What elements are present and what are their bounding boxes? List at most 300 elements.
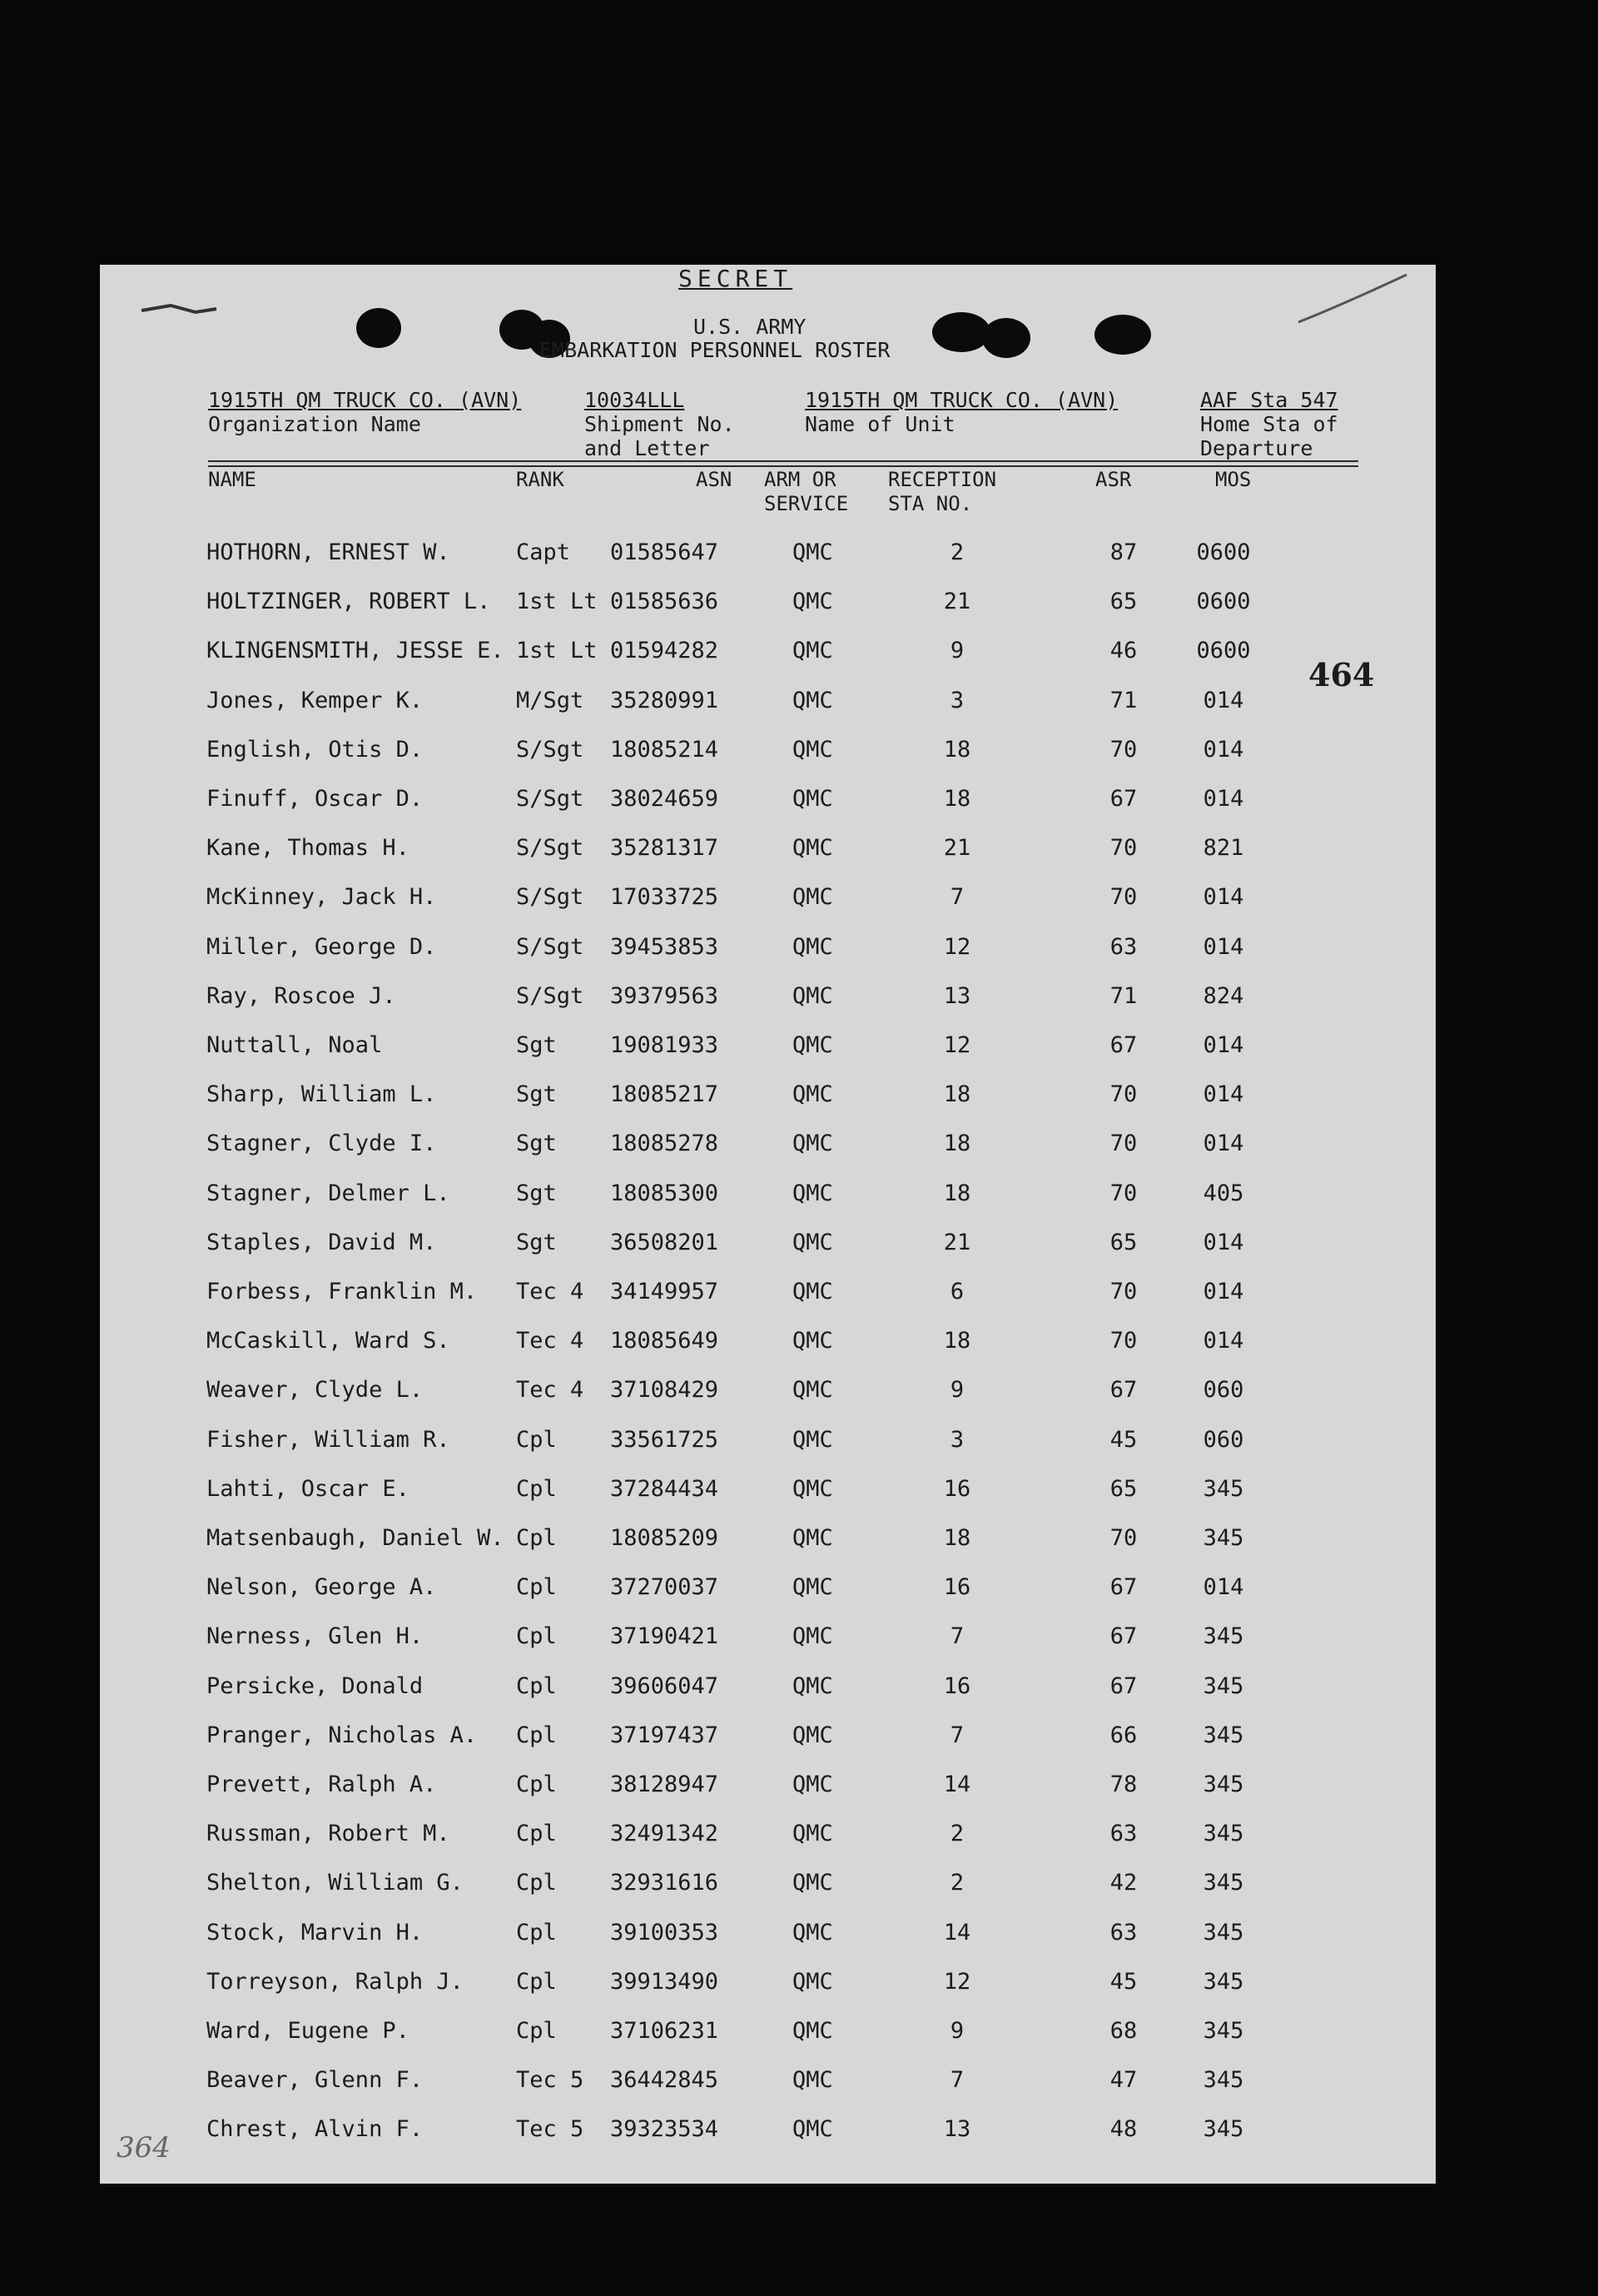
cell-arm: QMC (792, 1574, 833, 1601)
table-row (0, 589, 1598, 622)
table-row (0, 1427, 1598, 1460)
cell-name: Forbess, Franklin M. (206, 1279, 478, 1305)
cell-asn: 35280991 (610, 687, 719, 713)
table-row (0, 1821, 1598, 1854)
cell-arm: QMC (792, 589, 833, 615)
cell-asr: 87 (1109, 539, 1138, 565)
cell-rank: Cpl (516, 1722, 557, 1748)
table-row (0, 1623, 1598, 1657)
cell-asr: 63 (1109, 933, 1138, 960)
unit-field (805, 388, 1118, 436)
home-station-label-2: Departure (1200, 436, 1313, 460)
cell-asr: 45 (1109, 1426, 1138, 1453)
header-rule (208, 465, 1358, 467)
cell-asn: 32931616 (610, 1870, 719, 1896)
cell-rank: S/Sgt (516, 835, 584, 862)
cell-arm: QMC (792, 1475, 833, 1502)
cell-mos: 014 (1203, 1032, 1244, 1058)
cell-rank: Tec 4 (516, 1377, 584, 1404)
cell-asn: 33561725 (610, 1426, 719, 1453)
cell-arm: QMC (792, 736, 833, 763)
punch-hole (356, 308, 401, 348)
cell-arm: QMC (792, 1919, 833, 1946)
cell-name: Matsenbaugh, Daniel W. (206, 1525, 504, 1551)
cell-name: Chrest, Alvin F. (206, 2116, 424, 2143)
cell-asn: 37284434 (610, 1475, 719, 1502)
shipment-label: Shipment No. (584, 412, 735, 436)
cell-asn: 18085209 (610, 1525, 719, 1551)
cell-rec: 21 (943, 589, 971, 615)
cell-name: Ray, Roscoe J. (206, 982, 396, 1009)
cell-name: Kane, Thomas H. (206, 835, 409, 862)
cell-arm: QMC (792, 884, 833, 911)
cell-name: Torreyson, Ralph J. (206, 1968, 464, 1995)
cell-mos: 014 (1203, 1574, 1244, 1601)
column-header-asr: ASR (1095, 468, 1132, 491)
cell-arm: QMC (792, 2018, 833, 2044)
cell-mos: 345 (1203, 2018, 1244, 2044)
cell-asr: 78 (1109, 1772, 1138, 1797)
cell-rec: 18 (943, 1131, 971, 1157)
table-row (0, 884, 1598, 917)
cell-rec: 21 (943, 835, 971, 862)
table-row (0, 1476, 1598, 1509)
column-header-reception-2: STA NO. (888, 492, 973, 515)
cell-mos: 345 (1203, 1968, 1244, 1995)
cell-rank: Sgt (516, 1229, 557, 1255)
cell-arm: QMC (792, 1377, 833, 1404)
cell-asr: 42 (1109, 1870, 1138, 1896)
cell-rec: 18 (943, 1180, 971, 1206)
cell-rank: 1st Lt (516, 638, 598, 664)
cell-mos: 060 (1203, 1426, 1244, 1453)
column-header-name: NAME (208, 468, 256, 491)
cell-asn: 01585636 (610, 589, 719, 615)
cell-asr: 70 (1109, 736, 1138, 763)
cell-name: Sharp, William L. (206, 1081, 437, 1108)
cell-asn: 39100353 (610, 1919, 719, 1946)
cell-rec: 7 (950, 884, 965, 911)
cell-name: Ward, Eugene P. (206, 2018, 409, 2044)
cell-asn: 39453853 (610, 933, 719, 960)
handwritten-note: 364 (117, 2131, 171, 2164)
header-line-army: U.S. ARMY (693, 315, 806, 339)
cell-asn: 39606047 (610, 1672, 719, 1699)
cell-mos: 0600 (1196, 589, 1251, 615)
column-header-arm-2: SERVICE (764, 492, 849, 515)
cell-rank: Sgt (516, 1180, 557, 1206)
cell-arm: QMC (792, 1229, 833, 1255)
cell-asr: 70 (1109, 1525, 1138, 1551)
column-header-mos: MOS (1215, 468, 1252, 491)
cell-asr: 67 (1109, 1623, 1138, 1650)
cell-mos: 014 (1203, 1279, 1244, 1305)
cell-rank: S/Sgt (516, 884, 584, 911)
cell-name: McCaskill, Ward S. (206, 1328, 450, 1354)
cell-asn: 39323534 (610, 2116, 719, 2143)
cell-asr: 67 (1109, 1574, 1138, 1601)
cell-asr: 67 (1109, 1377, 1138, 1404)
cell-asr: 67 (1109, 1672, 1138, 1699)
cell-rank: Sgt (516, 1131, 557, 1157)
cell-asr: 71 (1109, 687, 1138, 713)
column-header-reception-1: RECEPTION (888, 468, 997, 491)
cell-mos: 821 (1203, 835, 1244, 862)
cell-asr: 66 (1109, 1722, 1138, 1748)
cell-mos: 014 (1203, 1081, 1244, 1108)
cell-arm: QMC (792, 1722, 833, 1748)
cell-mos: 014 (1203, 1229, 1244, 1255)
cell-rank: Cpl (516, 1772, 557, 1797)
cell-asn: 18085217 (610, 1081, 719, 1108)
cell-arm: QMC (792, 1623, 833, 1650)
table-row (0, 737, 1598, 770)
cell-rec: 3 (950, 1426, 965, 1453)
table-row (0, 539, 1598, 573)
table-row (0, 688, 1598, 721)
cell-asn: 39913490 (610, 1968, 719, 1995)
cell-rank: Sgt (516, 1081, 557, 1108)
cell-rank: Tec 5 (516, 2067, 584, 2094)
cell-rec: 12 (943, 1032, 971, 1058)
cell-mos: 345 (1203, 2116, 1244, 2143)
cell-arm: QMC (792, 687, 833, 713)
cell-asn: 18085278 (610, 1131, 719, 1157)
cell-asr: 65 (1109, 589, 1138, 615)
cell-rank: S/Sgt (516, 786, 584, 812)
cell-arm: QMC (792, 1131, 833, 1157)
table-row (0, 1969, 1598, 2002)
cell-asr: 67 (1109, 1032, 1138, 1058)
cell-rec: 2 (950, 1870, 965, 1896)
cell-rec: 6 (950, 1279, 965, 1305)
cell-name: Nuttall, Noal (206, 1032, 383, 1058)
cell-asn: 18085214 (610, 736, 719, 763)
cell-mos: 345 (1203, 1772, 1244, 1797)
shipment-field (584, 388, 735, 460)
cell-rank: S/Sgt (516, 982, 584, 1009)
cell-name: Russman, Robert M. (206, 1821, 450, 1847)
table-row (0, 1377, 1598, 1410)
cell-name: Finuff, Oscar D. (206, 786, 424, 812)
cell-rank: Cpl (516, 1525, 557, 1551)
cell-rec: 12 (943, 933, 971, 960)
shipment-value: 10034LLL (584, 388, 685, 412)
table-row (0, 1673, 1598, 1707)
cell-rec: 14 (943, 1919, 971, 1946)
cell-name: Nelson, George A. (206, 1574, 437, 1601)
cell-arm: QMC (792, 1180, 833, 1206)
cell-rank: Tec 4 (516, 1328, 584, 1354)
cell-name: KLINGENSMITH, JESSE E. (206, 638, 504, 664)
table-row (0, 2018, 1598, 2051)
cell-rank: Cpl (516, 1574, 557, 1601)
cell-asn: 35281317 (610, 835, 719, 862)
cell-rank: Cpl (516, 1672, 557, 1699)
cell-name: HOLTZINGER, ROBERT L. (206, 589, 491, 615)
home-station-label: Home Sta of (1200, 412, 1338, 436)
cell-rec: 13 (943, 2116, 971, 2143)
cell-asr: 70 (1109, 1180, 1138, 1206)
cell-name: HOTHORN, ERNEST W. (206, 539, 450, 565)
cell-asr: 65 (1109, 1475, 1138, 1502)
cell-rec: 18 (943, 1328, 971, 1354)
unit-value: 1915TH QM TRUCK CO. (AVN) (805, 388, 1119, 412)
cell-mos: 0600 (1196, 539, 1251, 565)
table-row (0, 835, 1598, 868)
cell-arm: QMC (792, 1279, 833, 1305)
cell-rank: Cpl (516, 2018, 557, 2044)
cell-arm: QMC (792, 539, 833, 565)
cell-mos: 345 (1203, 1722, 1244, 1748)
cell-rec: 3 (950, 687, 965, 713)
cell-arm: QMC (792, 1772, 833, 1797)
cell-asr: 70 (1109, 884, 1138, 911)
cell-name: Beaver, Glenn F. (206, 2067, 424, 2094)
cell-asn: 19081933 (610, 1032, 719, 1058)
cell-arm: QMC (792, 1081, 833, 1108)
cell-rank: Cpl (516, 1870, 557, 1896)
cell-rec: 9 (950, 1377, 965, 1404)
cell-rec: 7 (950, 1722, 965, 1748)
cell-name: Jones, Kemper K. (206, 687, 424, 713)
cell-name: Stagner, Delmer L. (206, 1180, 450, 1206)
cell-name: Weaver, Clyde L. (206, 1377, 424, 1404)
column-header-arm-1: ARM OR (764, 468, 836, 491)
cell-mos: 014 (1203, 1328, 1244, 1354)
cell-arm: QMC (792, 982, 833, 1009)
cell-mos: 014 (1203, 786, 1244, 812)
cell-rec: 18 (943, 786, 971, 812)
cell-rec: 14 (943, 1772, 971, 1797)
table-row (0, 1525, 1598, 1558)
cell-mos: 060 (1203, 1377, 1244, 1404)
cell-mos: 345 (1203, 1821, 1244, 1847)
table-row (0, 1081, 1598, 1115)
cell-asn: 37106231 (610, 2018, 719, 2044)
cell-arm: QMC (792, 1821, 833, 1847)
cell-arm: QMC (792, 638, 833, 664)
cell-mos: 345 (1203, 1623, 1244, 1650)
cell-asr: 70 (1109, 1279, 1138, 1305)
home-station-value: AAF Sta 547 (1200, 388, 1338, 412)
cell-rank: Cpl (516, 1623, 557, 1650)
cell-asn: 34149957 (610, 1279, 719, 1305)
cell-rank: Cpl (516, 1968, 557, 1995)
cell-mos: 405 (1203, 1180, 1244, 1206)
cell-arm: QMC (792, 1426, 833, 1453)
cell-asr: 70 (1109, 1131, 1138, 1157)
cell-name: Fisher, William R. (206, 1426, 450, 1453)
cell-rec: 18 (943, 1081, 971, 1108)
organization-field (208, 388, 521, 436)
cell-name: Nerness, Glen H. (206, 1623, 424, 1650)
table-row (0, 1279, 1598, 1312)
table-row (0, 1180, 1598, 1214)
cell-asr: 47 (1109, 2067, 1138, 2094)
cell-asn: 38024659 (610, 786, 719, 812)
cell-mos: 345 (1203, 1475, 1244, 1502)
cell-mos: 0600 (1196, 638, 1251, 664)
cell-asr: 63 (1109, 1821, 1138, 1847)
cell-asr: 63 (1109, 1919, 1138, 1946)
cell-asr: 68 (1109, 2018, 1138, 2044)
header-line-roster: EMBARKATION PERSONNEL ROSTER (539, 338, 891, 362)
cell-rank: Cpl (516, 1821, 557, 1847)
cell-asn: 37197437 (610, 1722, 719, 1748)
cell-rec: 7 (950, 2067, 965, 2094)
cell-arm: QMC (792, 786, 833, 812)
cell-arm: QMC (792, 933, 833, 960)
punch-hole (982, 318, 1030, 358)
cell-rank: Tec 5 (516, 2116, 584, 2143)
column-header-asn: ASN (696, 468, 732, 491)
cell-mos: 014 (1203, 736, 1244, 763)
pen-mark-icon (1294, 271, 1411, 329)
cell-name: Stagner, Clyde I. (206, 1131, 437, 1157)
cell-name: Pranger, Nicholas A. (206, 1722, 478, 1748)
cell-asn: 38128947 (610, 1772, 719, 1797)
cell-arm: QMC (792, 2116, 833, 2143)
cell-name: English, Otis D. (206, 736, 424, 763)
home-station-field (1200, 388, 1338, 460)
cell-rec: 16 (943, 1475, 971, 1502)
cell-name: McKinney, Jack H. (206, 884, 437, 911)
cell-rank: Cpl (516, 1475, 557, 1502)
cell-asn: 32491342 (610, 1821, 719, 1847)
cell-name: Prevett, Ralph A. (206, 1772, 437, 1797)
cell-rank: Cpl (516, 1919, 557, 1946)
table-row (0, 1870, 1598, 1903)
cell-rec: 9 (950, 2018, 965, 2044)
cell-arm: QMC (792, 1032, 833, 1058)
cell-asn: 01585647 (610, 539, 719, 565)
cell-rec: 18 (943, 736, 971, 763)
cell-mos: 014 (1203, 1131, 1244, 1157)
cell-asr: 70 (1109, 1081, 1138, 1108)
cell-asn: 36508201 (610, 1229, 719, 1255)
header-rule (208, 460, 1358, 462)
cell-rank: S/Sgt (516, 933, 584, 960)
organization-value: 1915TH QM TRUCK CO. (AVN) (208, 388, 522, 412)
cell-arm: QMC (792, 1968, 833, 1995)
cell-asr: 48 (1109, 2116, 1138, 2143)
table-row (0, 1131, 1598, 1164)
table-row (0, 934, 1598, 967)
table-row (0, 1772, 1598, 1805)
column-header-arm (764, 468, 848, 516)
cell-rec: 21 (943, 1229, 971, 1255)
punch-hole (1094, 315, 1151, 355)
cell-asr: 45 (1109, 1968, 1138, 1995)
cell-asr: 70 (1109, 1328, 1138, 1354)
table-row (0, 1328, 1598, 1361)
cell-asr: 67 (1109, 786, 1138, 812)
cell-arm: QMC (792, 1672, 833, 1699)
table-row (0, 983, 1598, 1016)
column-header-reception (888, 468, 996, 516)
page-number: 464 (1308, 656, 1375, 693)
cell-mos: 014 (1203, 933, 1244, 960)
cell-mos: 014 (1203, 884, 1244, 911)
cell-rank: M/Sgt (516, 687, 584, 713)
cell-arm: QMC (792, 1328, 833, 1354)
cell-rec: 16 (943, 1574, 971, 1601)
cell-asn: 17033725 (610, 884, 719, 911)
table-row (0, 2067, 1598, 2100)
table-row (0, 1722, 1598, 1756)
organization-label: Organization Name (208, 412, 421, 436)
smudge-icon (137, 296, 246, 321)
cell-mos: 345 (1203, 1919, 1244, 1946)
cell-rank: Sgt (516, 1032, 557, 1058)
cell-mos: 345 (1203, 1525, 1244, 1551)
cell-arm: QMC (792, 835, 833, 862)
cell-mos: 345 (1203, 1870, 1244, 1896)
cell-asn: 39379563 (610, 982, 719, 1009)
cell-mos: 014 (1203, 687, 1244, 713)
cell-rank: Capt (516, 539, 571, 565)
cell-asn: 37108429 (610, 1377, 719, 1404)
table-row (0, 1920, 1598, 1953)
cell-rec: 16 (943, 1672, 971, 1699)
cell-name: Shelton, William G. (206, 1870, 464, 1896)
cell-asn: 18085649 (610, 1328, 719, 1354)
cell-name: Staples, David M. (206, 1229, 437, 1255)
cell-mos: 345 (1203, 1672, 1244, 1699)
cell-asn: 18085300 (610, 1180, 719, 1206)
table-row (0, 1230, 1598, 1263)
cell-mos: 824 (1203, 982, 1244, 1009)
cell-asn: 36442845 (610, 2067, 719, 2094)
column-header-rank: RANK (516, 468, 564, 491)
cell-rec: 2 (950, 1821, 965, 1847)
cell-arm: QMC (792, 1870, 833, 1896)
cell-name: Lahti, Oscar E. (206, 1475, 409, 1502)
table-row (0, 1032, 1598, 1066)
cell-asr: 46 (1109, 638, 1138, 664)
cell-arm: QMC (792, 1525, 833, 1551)
cell-rank: Tec 4 (516, 1279, 584, 1305)
cell-mos: 345 (1203, 2067, 1244, 2094)
cell-name: Miller, George D. (206, 933, 437, 960)
cell-rec: 2 (950, 539, 965, 565)
cell-name: Stock, Marvin H. (206, 1919, 424, 1946)
cell-asr: 65 (1109, 1229, 1138, 1255)
cell-rec: 13 (943, 982, 971, 1009)
unit-label: Name of Unit (805, 412, 955, 436)
classification-label: SECRET (678, 265, 793, 292)
cell-asr: 71 (1109, 982, 1138, 1009)
cell-arm: QMC (792, 2067, 833, 2094)
cell-asr: 70 (1109, 835, 1138, 862)
shipment-label-2: and Letter (584, 436, 710, 460)
cell-rank: S/Sgt (516, 736, 584, 763)
cell-rank: Cpl (516, 1426, 557, 1453)
cell-asn: 01594282 (610, 638, 719, 664)
table-row (0, 638, 1598, 671)
cell-rank: 1st Lt (516, 589, 598, 615)
cell-asn: 37190421 (610, 1623, 719, 1650)
punch-hole (932, 312, 990, 352)
cell-asn: 37270037 (610, 1574, 719, 1601)
cell-name: Persicke, Donald (206, 1672, 424, 1699)
cell-rec: 9 (950, 638, 965, 664)
cell-rec: 7 (950, 1623, 965, 1650)
table-row (0, 1574, 1598, 1608)
table-row (0, 786, 1598, 819)
cell-rec: 18 (943, 1525, 971, 1551)
